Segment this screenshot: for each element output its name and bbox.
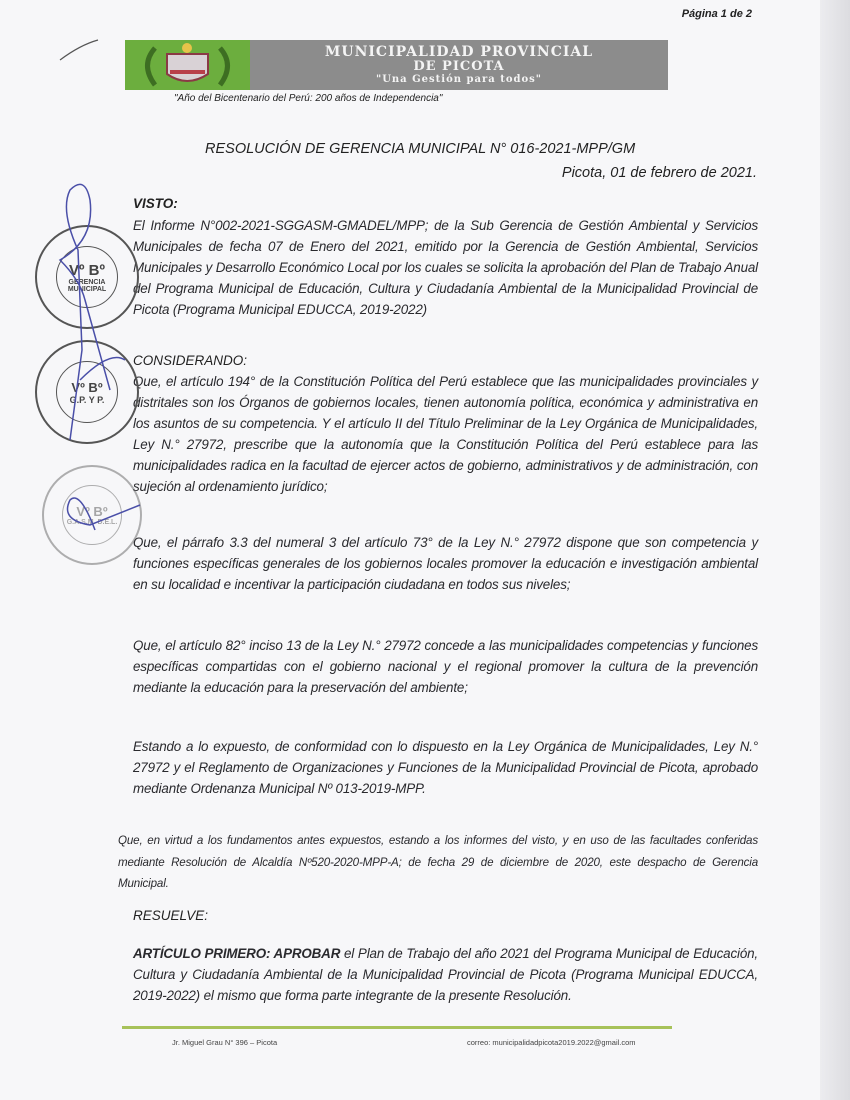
slogan: "Una Gestión para todos" [375, 74, 543, 85]
year-motto: "Año del Bicentenario del Perú: 200 años de Independencia" [174, 93, 443, 104]
considerando-paragraph: Estando a lo expuesto, de conformidad con lo dispuesto en la Ley Orgánica de Municipalidades, Ley N.° 27972 y el Reglamento de Organizaciones y Funciones de la Municipalidad Provincial de Picota, aprobado mediante Ordenanza Municipal Nº 013-2019-MPP. [133, 739, 758, 796]
document-title: RESOLUCIÓN DE GERENCIA MUNICIPAL N° 016-2021-MPP/GM [205, 141, 636, 157]
document-date: Picota, 01 de febrero de 2021. [561, 165, 757, 181]
org-name-line2: DE PICOTA [413, 59, 505, 74]
resuelve-heading: RESUELVE: [133, 908, 209, 923]
footer-divider [122, 1026, 672, 1029]
org-name-line1: MUNICIPALIDAD PROVINCIAL [324, 44, 594, 60]
visto-heading: VISTO: [133, 196, 178, 211]
stamp-sub: GERENCIA MUNICIPAL [67, 278, 107, 293]
stamp-center: Vº Bº [69, 261, 105, 279]
visto-text: El Informe N°002-2021-SGGASM-GMADEL/MPP; de la Sub Gerencia de Gestión Ambiental y Servicios Municipales de fecha 07 de Enero del 2021, emitido por la Gerencia de Gestión Ambiental, Servicios Municipales y Desarrollo Económico Local por los cuales se solicita la aprobación del Plan de Trabajo Anual del Programa Municipal de Educación, Cultura y Ciudadanía Ambiental de la Municipalidad Provincial de Picota (Programa Municipal EDUCCA, 2019-2022) [133, 218, 758, 317]
stamp-center: Vº Bº [71, 379, 103, 395]
footer-address: Jr. Miguel Grau N° 396 – Picota [172, 1038, 278, 1047]
signature [0, 0, 160, 600]
header-banner [250, 40, 668, 90]
considerando-paragraph: Que, el párrafo 3.3 del numeral 3 del artículo 73° de la Ley N.° 27972 dispone que son competencia y funciones específicas generales de los gobiernos locales promover la educación e investigación ambiental en su localidad e incentivar la participación ciudadana en todos sus niveles; [133, 535, 758, 592]
stamp-sub: G.P. Y P. [69, 394, 105, 405]
footer-email: correo: municipalidadpicota2019.2022@gmail.com [467, 1038, 636, 1047]
article-one-label: ARTÍCULO PRIMERO: APROBAR [133, 946, 341, 961]
scan-edge [820, 0, 850, 1100]
page-number: Página 1 de 2 [681, 8, 752, 20]
stamp-sub: G.A.S.M. D.E.L. [66, 519, 118, 526]
considerando-paragraph: Que, en virtud a los fundamentos antes expuestos, estando a los informes del visto, y en uso de las facultades conferidas mediante Resolución de Alcaldía Nº520-2020-MPP-A; de fecha 29 de diciembre de 2020, este despacho de Gerencia Municipal. [118, 834, 758, 890]
considerando-paragraph: Que, el artículo 194° de la Constitución Política del Perú establece que las municipalidades provinciales y distritales son los Órganos de gobiernos locales, tienen autonomía política, económica y administrativa en los asuntos de su competencia. Y el artículo II del Título Preliminar de la Ley Orgánica de Municipalidades, Ley N.° 27972, prescribe que la autonomía que la Constitución Política del Perú establece para las municipalidades radica en la facultad de ejercer actos de gobierno, administrativos y de administración, con sujeción al ordenamiento jurídico; [133, 374, 758, 494]
article-one-text: el Plan de Trabajo del año 2021 del Programa Municipal de Educación, Cultura y Ciudadanía Ambiental de la Municipalidad Provincial de Picota (Programa Municipal EDUCCA, 2019-2022) el mismo que forma parte integrante de la presente Resolución. [133, 946, 758, 1003]
considerando-heading: CONSIDERANDO: [133, 353, 248, 368]
article-one [133, 943, 758, 1006]
stamp-center: Vº Bº [76, 504, 108, 519]
considerando-paragraph: Que, el artículo 82° inciso 13 de la Ley N.° 27972 concede a las municipalidades competencias y funciones específicas compartidas con el gobierno nacional y el regional promover la cultura de la prevención mediante la educación para la preservación del ambiente; [133, 638, 758, 695]
